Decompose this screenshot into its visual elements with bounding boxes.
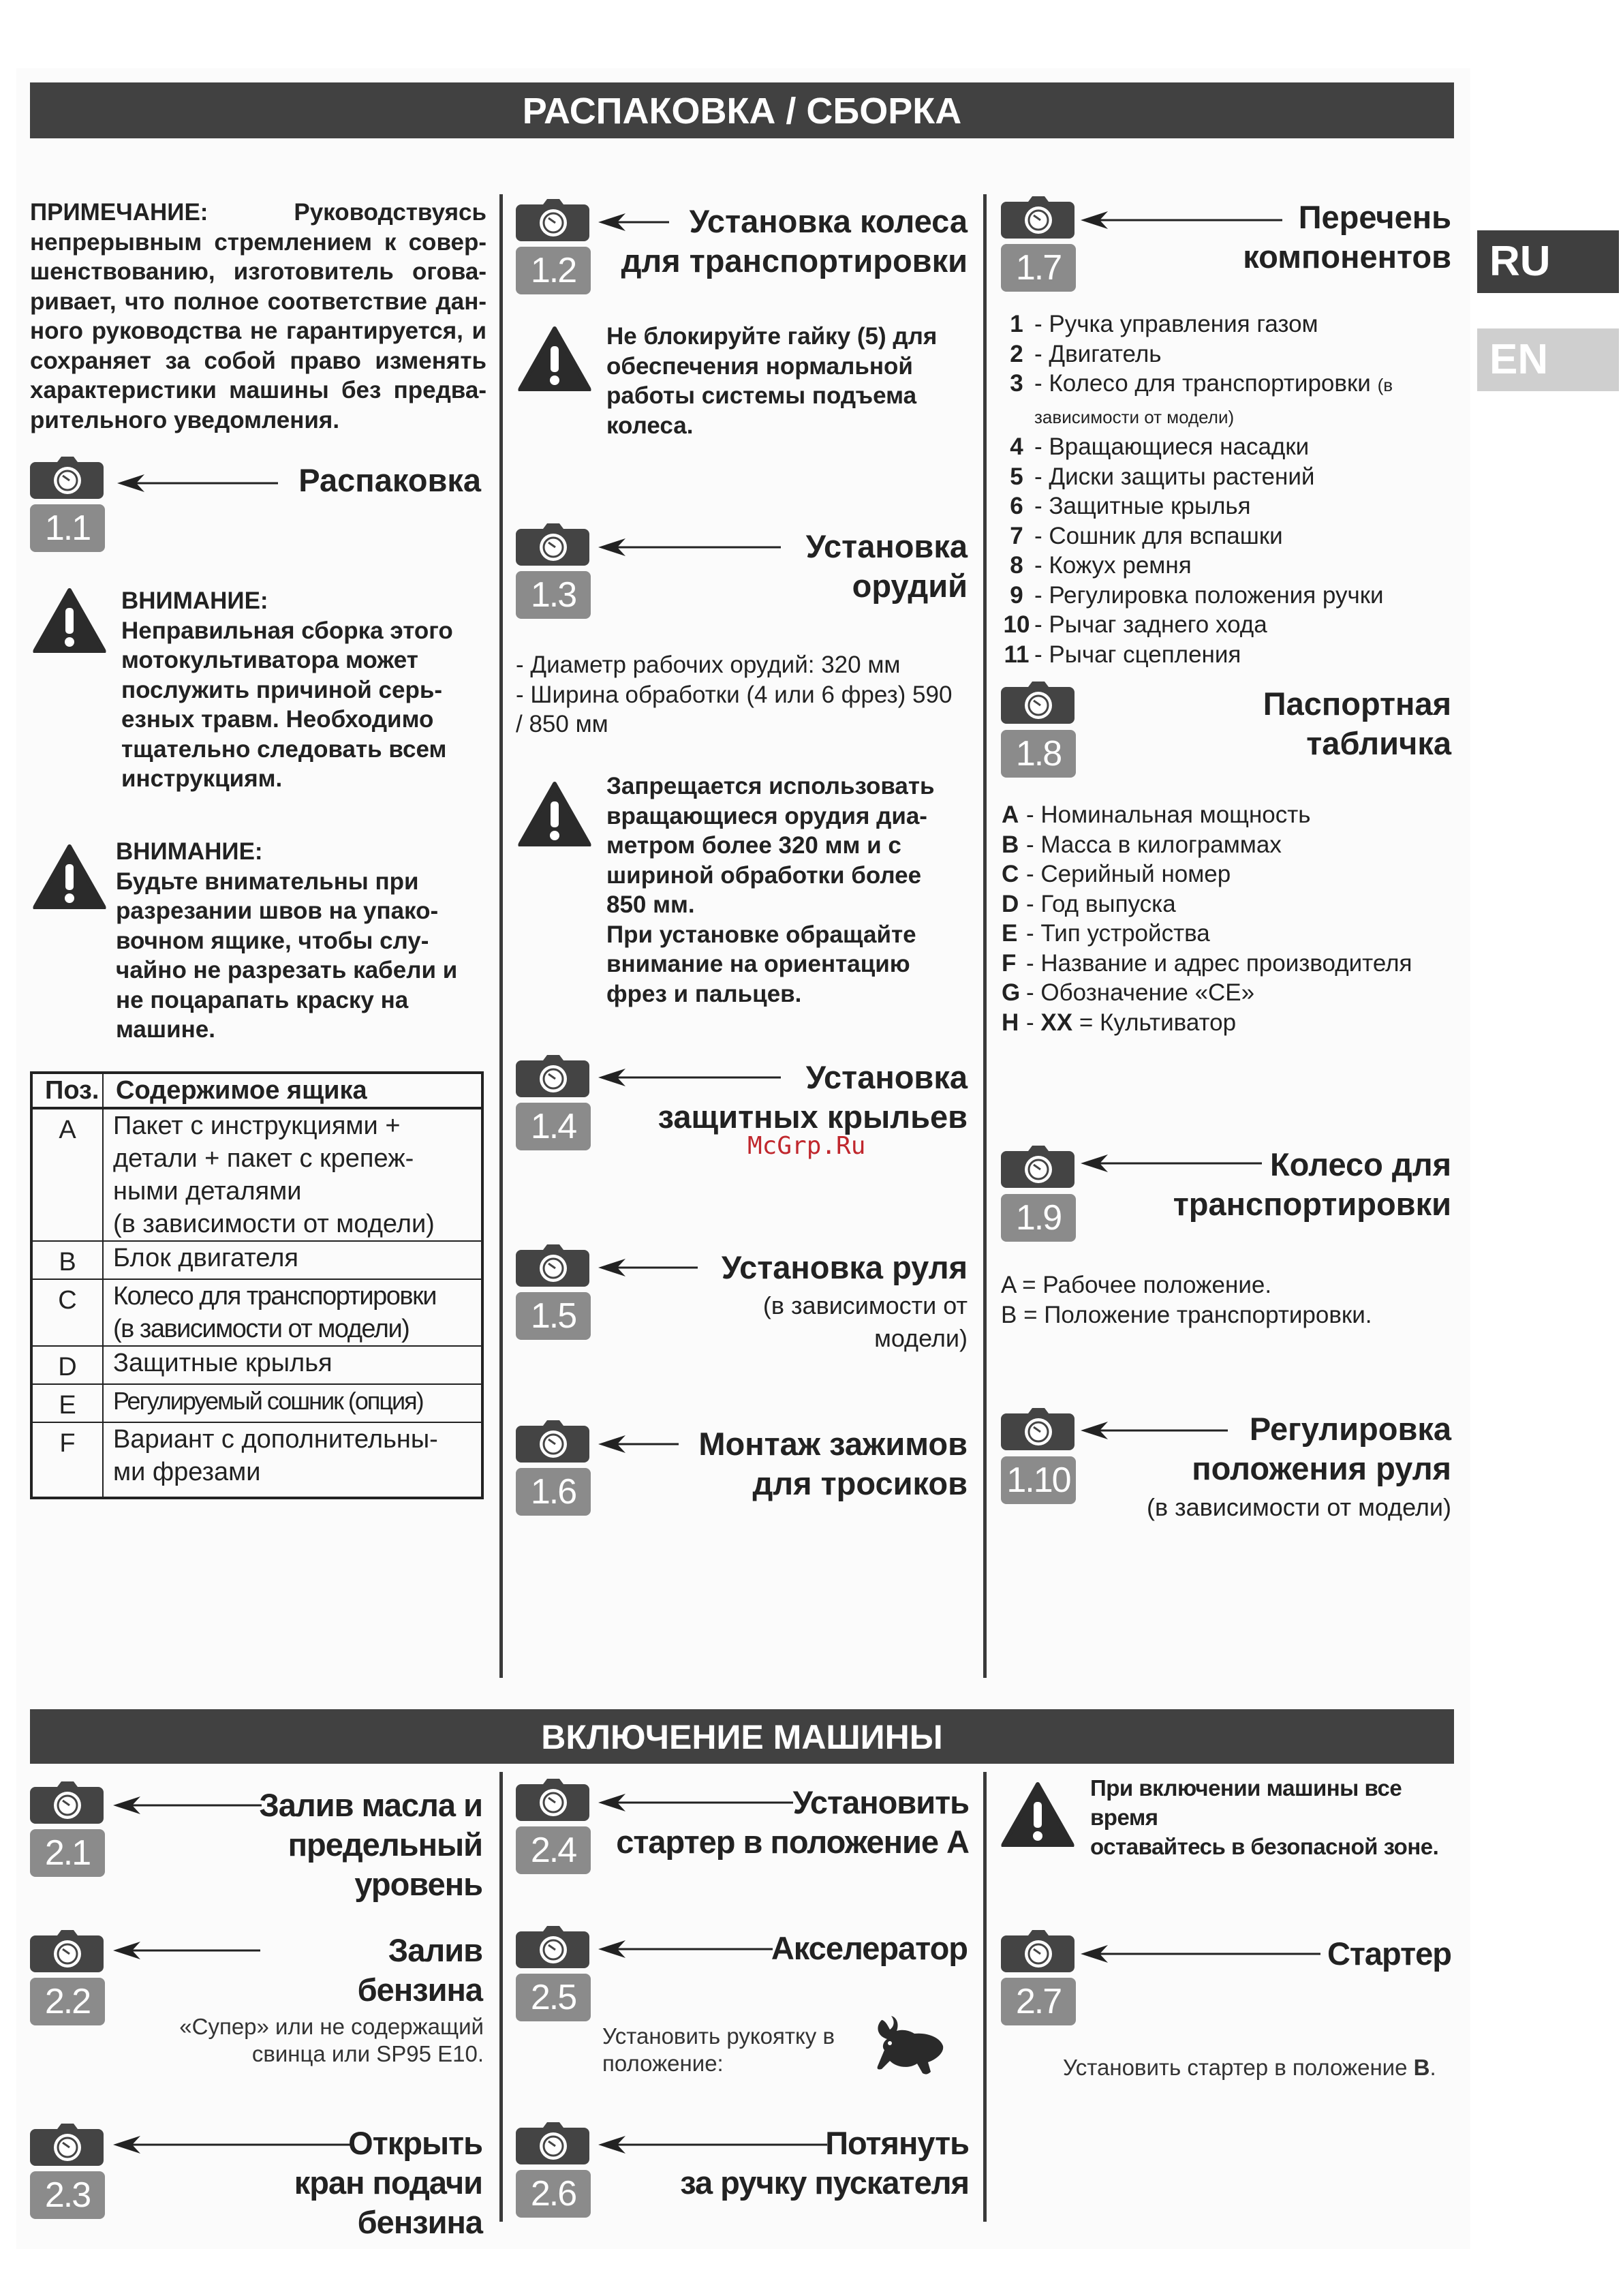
heading-line: компонентов — [1243, 239, 1451, 275]
list-text: - Масса в килограммах — [1026, 831, 1282, 858]
heading-line: табличка — [1306, 725, 1451, 761]
column-divider — [499, 194, 503, 1678]
lang-en-label: EN — [1489, 336, 1549, 383]
components-list — [999, 309, 1462, 669]
list-item — [999, 1008, 1462, 1038]
arrow-left-icon — [597, 1434, 680, 1454]
warning-icon — [518, 326, 591, 391]
heading-fuel: Залив бензина — [357, 1932, 482, 2008]
note-text: . — [1429, 2055, 1436, 2080]
note-line: A = Рабочее положение. — [1001, 1272, 1272, 1298]
table-row — [31, 1422, 482, 1498]
heading-line: кран подачи бензина — [294, 2164, 482, 2240]
camera-icon — [1001, 1146, 1076, 1188]
list-number: 11 — [1004, 641, 1030, 668]
list-text-wrap — [1026, 1008, 1462, 1038]
heading-throttle: Акселератор — [771, 1930, 968, 1966]
list-text: - Вращающиеся насадки — [1034, 433, 1310, 460]
box-contents-table — [30, 1071, 484, 1499]
list-text: - — [1026, 1009, 1034, 1036]
warning-line: обеспечения нормальной — [606, 352, 913, 380]
heading-line: Паспортная — [1263, 686, 1451, 722]
table-cell-content — [103, 1384, 482, 1422]
table-cell-pos: F — [31, 1422, 103, 1498]
camera-icon — [30, 1781, 105, 1824]
section-title-bar — [30, 82, 1454, 138]
list-number: 3 — [1010, 370, 1023, 397]
note-line: положение: — [602, 2051, 724, 2076]
heading-unpacking: Распаковка — [298, 462, 481, 498]
list-text: - Обозначение «CE» — [1026, 979, 1255, 1006]
heading-handlebar-adjust — [1158, 1409, 1451, 1488]
heading-line: Монтаж зажимов — [698, 1426, 968, 1462]
camera-icon — [516, 1926, 591, 1968]
warning-line: машине. — [116, 1016, 215, 1043]
warning-line: колеса. — [606, 412, 694, 439]
figure-badge: 2.4 — [516, 1826, 591, 1874]
warning-line: послужить причиной серь- — [121, 676, 443, 703]
note-line: (в зависимости от — [762, 1291, 968, 1319]
camera-icon — [516, 1420, 591, 1463]
list-small-note: (в — [1377, 375, 1393, 395]
warning-text-packaging — [116, 837, 491, 1045]
list-item — [999, 551, 1462, 581]
list-item — [999, 491, 1462, 521]
camera-icon — [516, 523, 591, 566]
list-key: B — [1002, 831, 1019, 858]
table-cell-line: детали + пакет с крепеж- — [113, 1144, 414, 1173]
figure-badge: 1.10 — [1001, 1456, 1076, 1504]
table-cell-pos: B — [31, 1241, 103, 1279]
note-line: свинца или SP95 E10. — [251, 2041, 484, 2066]
camera-icon — [1001, 1930, 1076, 1972]
list-text: - Защитные крылья — [1034, 493, 1251, 519]
figure-badge: 2.3 — [30, 2171, 105, 2219]
warning-line: внимание на ориентацию — [606, 951, 910, 977]
heading-line: для транспортировки — [621, 243, 968, 279]
list-key: C — [1002, 861, 1019, 887]
heading-line: Регулировка — [1249, 1411, 1451, 1447]
table-cell-content — [103, 1346, 482, 1384]
warning-line: фрез и пальцев. — [606, 980, 802, 1007]
heading-line: Потянуть — [825, 2125, 969, 2161]
warning-line: разрезании швов на упако- — [116, 898, 439, 924]
arrow-left-icon — [112, 1940, 262, 1961]
heading-starter-a — [613, 1783, 969, 1862]
list-item — [999, 800, 1462, 830]
list-text: - Регулировка положения ручки — [1034, 581, 1384, 609]
table-cell-line: ными деталями — [113, 1177, 302, 1206]
handlebar-adjust-note: (в зависимости от модели) — [1147, 1493, 1451, 1521]
warning-icon — [1001, 1781, 1075, 1847]
list-text: - Год выпуска — [1026, 890, 1176, 917]
warning-title: ВНИМАНИЕ: — [121, 587, 268, 614]
throttle-note — [602, 2023, 875, 2077]
list-bold: XX — [1040, 1009, 1073, 1036]
figure-badge: 2.2 — [30, 1978, 105, 2025]
camera-icon — [516, 199, 591, 241]
list-number: 8 — [1010, 552, 1023, 579]
lang-tab-en[interactable] — [1477, 328, 1619, 391]
note-line: B = Положение транспортировки. — [1001, 1301, 1372, 1328]
warning-text-nut — [606, 322, 974, 440]
heading-nameplate — [1186, 684, 1451, 763]
warning-line: чайно не разрезать кабели и — [116, 957, 458, 983]
heading-line: защитных крыльев — [658, 1099, 968, 1135]
note-paragraph — [30, 198, 486, 435]
warning-line: езных травм. Необходимо — [121, 706, 434, 733]
note-line: ПРИМЕЧАНИЕ: Руководствуясь — [30, 199, 486, 226]
spec-line: - Диаметр рабочих орудий: 320 мм — [516, 652, 901, 678]
arrow-left-icon — [597, 537, 782, 557]
lang-ru-label: RU — [1489, 238, 1551, 285]
camera-icon — [1001, 196, 1076, 239]
list-text: = Культиватор — [1079, 1009, 1237, 1036]
note-text: Установить стартер в положение — [1063, 2055, 1408, 2080]
column-divider — [499, 1772, 503, 2222]
figure-badge: 2.1 — [30, 1829, 105, 1877]
warning-line: Запрещается использовать — [606, 773, 935, 799]
note-line: ривает, что полное соответствие дан- — [30, 288, 486, 315]
list-text: - Название и адрес производителя — [1026, 949, 1412, 977]
warning-line: не поцарапать краску на — [116, 986, 409, 1013]
note-line: шенствованию, изготовитель огова- — [30, 258, 486, 285]
list-item — [999, 949, 1462, 979]
note-line: ного руководства не гарантируется, и — [30, 318, 486, 344]
figure-badge: 1.6 — [516, 1468, 591, 1516]
warning-line: Будьте внимательны при — [116, 868, 419, 895]
figure-badge: 1.1 — [30, 504, 105, 552]
figure-badge: 1.4 — [516, 1103, 591, 1150]
figure-badge: 2.5 — [516, 1974, 591, 2021]
table-cell-pos: D — [31, 1346, 103, 1384]
arrow-left-icon — [597, 1939, 774, 1959]
camera-icon — [516, 1055, 591, 1097]
table-cell-line: Колесо для транспортировки — [113, 1282, 436, 1311]
table-cell-content — [103, 1422, 482, 1498]
table-cell-line: Вариант с дополнительны- — [113, 1425, 438, 1454]
note-line: модели) — [874, 1324, 968, 1352]
list-text: - Кожух ремня — [1034, 552, 1192, 579]
list-item — [999, 521, 1462, 551]
list-text: - Сошник для вспашки — [1034, 522, 1283, 549]
figure-badge: 1.8 — [1001, 730, 1076, 778]
arrow-left-icon — [597, 1257, 699, 1278]
heading-line: Установить — [792, 1784, 969, 1820]
list-number: 2 — [1010, 340, 1023, 367]
table-cell-line: Пакет с инструкциями + — [113, 1112, 401, 1140]
list-item — [999, 462, 1462, 492]
list-key: E — [1002, 920, 1018, 947]
table-cell-line: Блок двигателя — [113, 1244, 298, 1272]
camera-icon — [1001, 1408, 1076, 1450]
warning-line: тщательно следовать всем — [121, 735, 447, 763]
heading-cable-clamps — [675, 1424, 968, 1503]
warning-icon — [33, 587, 106, 653]
heading-line: Перечень — [1298, 199, 1451, 235]
table-row — [31, 1346, 482, 1384]
note-line: Установить рукоятку в — [602, 2023, 835, 2049]
heading-line: Установка — [805, 528, 968, 564]
camera-icon — [30, 1930, 105, 1972]
table-cell-pos: E — [31, 1384, 103, 1422]
table-row — [31, 1279, 482, 1346]
heading-fenders — [627, 1058, 968, 1137]
warning-title: ВНИМАНИЕ: — [116, 838, 263, 865]
list-number: 10 — [1003, 611, 1030, 638]
heading-line: Установка — [805, 1059, 968, 1095]
camera-icon — [1001, 682, 1076, 724]
list-text: - Серийный номер — [1026, 861, 1231, 887]
warning-line: оставайтесь в безопасной зоне. — [1090, 1834, 1439, 1859]
heading-line: предельный — [288, 1826, 482, 1863]
list-item — [999, 309, 1462, 339]
table-row — [31, 1108, 482, 1241]
spec-line: / 850 мм — [516, 711, 608, 737]
list-text: - Рычаг сцепления — [1034, 641, 1241, 668]
list-text: - Колесо для транспортировки — [1034, 370, 1371, 397]
note-line: непрерывным стремлением к совер- — [30, 228, 486, 256]
watermark: McGrp.Ru — [747, 1132, 866, 1160]
list-item — [999, 339, 1462, 369]
heading-pull-starter — [675, 2124, 969, 2203]
section-title: РАСПАКОВКА / СБОРКА — [522, 91, 962, 132]
list-key: G — [1002, 979, 1021, 1006]
note-line: «Супер» или не содержащий — [179, 2014, 484, 2039]
table-header-content: Содержимое ящика — [103, 1073, 482, 1108]
list-item — [999, 919, 1462, 949]
camera-icon — [516, 1244, 591, 1287]
column-divider — [983, 1772, 987, 2222]
list-number: 5 — [1010, 463, 1023, 490]
tool-specs — [516, 650, 979, 739]
heading-line: для тросиков — [752, 1465, 968, 1501]
list-text: - Номинальная мощность — [1026, 801, 1311, 828]
list-text: - Ручка управления газом — [1034, 311, 1318, 337]
warning-icon — [33, 844, 106, 909]
heading-line: Колесо для — [1269, 1146, 1451, 1182]
heading-starter: Стартер — [1327, 1935, 1451, 1972]
lang-tab-ru[interactable] — [1477, 230, 1619, 293]
table-cell-line: (в зависимости от модели) — [113, 1315, 409, 1343]
arrow-left-icon — [1079, 1944, 1322, 1964]
heading-line: Залив масла и — [259, 1787, 482, 1823]
table-cell-pos: C — [31, 1279, 103, 1346]
heading-line: стартер в положение A — [616, 1824, 969, 1860]
list-key: F — [1002, 949, 1017, 977]
list-text: - Двигатель — [1034, 340, 1162, 367]
table-row — [31, 1384, 482, 1422]
list-item — [999, 432, 1462, 462]
note-line: характеристики машины без предва- — [30, 377, 486, 403]
warning-line: вращающиеся орудия диа- — [606, 802, 927, 829]
warning-line: Неправильная сборка этого — [121, 617, 453, 644]
figure-badge: 1.9 — [1001, 1194, 1076, 1242]
list-item — [999, 889, 1462, 919]
list-key: A — [1002, 801, 1019, 828]
list-number: 6 — [1010, 493, 1023, 519]
figure-badge: 1.5 — [516, 1292, 591, 1340]
list-number: 4 — [1010, 433, 1023, 460]
heading-line: Открыть — [348, 2125, 482, 2161]
list-number: 1 — [1010, 311, 1023, 337]
fuel-note — [157, 2013, 484, 2068]
heading-tools — [784, 527, 968, 606]
table-row — [31, 1241, 482, 1279]
heading-line: орудий — [852, 568, 968, 604]
figure-badge: 1.2 — [516, 247, 591, 294]
heading-fuel-tap — [170, 2124, 482, 2242]
rabbit-icon — [869, 2012, 951, 2080]
list-number: 9 — [1010, 581, 1023, 609]
warning-line: Не блокируйте гайку (5) для — [606, 323, 938, 350]
heading-line: положения руля — [1192, 1450, 1451, 1486]
note-bold: B — [1413, 2055, 1430, 2080]
heading-components — [1220, 198, 1451, 277]
list-item — [999, 369, 1462, 432]
warning-icon — [518, 781, 591, 846]
warning-line: При включении машины все время — [1090, 1775, 1402, 1830]
heading-line: транспортировки — [1173, 1186, 1451, 1222]
nameplate-list — [999, 800, 1462, 1037]
warning-line: метром более 320 мм и с — [606, 832, 901, 859]
warning-line: шириной обработки более — [606, 861, 922, 889]
camera-icon — [30, 457, 105, 499]
table-cell-line: (в зависимости от модели) — [113, 1210, 435, 1238]
column-divider — [983, 194, 987, 1678]
list-key: H — [1002, 1009, 1019, 1036]
heading-transport-wheel-position — [1158, 1145, 1451, 1224]
warning-line: работы системы подъема — [606, 382, 917, 409]
camera-icon — [516, 1779, 591, 1821]
heading-transport-wheel — [600, 202, 968, 281]
warning-line: вочном ящике, чтобы слу- — [116, 927, 429, 954]
handlebar-note — [681, 1289, 968, 1355]
warning-line: При установке обращайте — [606, 921, 916, 948]
list-item — [999, 640, 1462, 670]
note-line: сохраняет за собой право изменять — [30, 347, 486, 374]
warning-text-assembly — [121, 586, 489, 794]
table-cell-line: ми фрезами — [113, 1458, 261, 1486]
table-header-pos: Поз. — [31, 1073, 103, 1108]
arrow-left-icon — [116, 473, 279, 493]
heading-handlebar: Установка руля — [721, 1249, 968, 1285]
section-title-bar-start — [30, 1709, 1454, 1764]
figure-badge: 2.6 — [516, 2170, 591, 2218]
camera-icon — [516, 2122, 591, 2164]
list-key: D — [1002, 890, 1019, 917]
starter-note — [1049, 2054, 1444, 2081]
list-text: - Рычаг заднего хода — [1034, 611, 1267, 638]
table-cell-content — [103, 1279, 482, 1346]
warning-line: инструкциям. — [121, 765, 283, 792]
figure-badge: 2.7 — [1001, 1978, 1076, 2025]
spec-line: - Ширина обработки (4 или 6 фрез) 590 — [516, 681, 953, 708]
list-text-wrap — [1034, 369, 1462, 432]
list-item — [999, 610, 1462, 640]
list-small-note: зависимости от модели) — [1034, 406, 1235, 427]
warning-text-safe-zone — [1090, 1773, 1472, 1861]
wheel-position-notes — [1001, 1270, 1464, 1330]
table-cell-line: Защитные крылья — [113, 1349, 333, 1377]
list-number: 7 — [1010, 522, 1023, 549]
table-cell-content — [103, 1241, 482, 1279]
list-item — [999, 978, 1462, 1008]
warning-line: мотокультиватора может — [121, 647, 418, 673]
list-item — [999, 581, 1462, 611]
list-text: - Тип устройства — [1026, 920, 1210, 947]
table-header-row — [31, 1073, 482, 1108]
heading-oil — [225, 1786, 482, 1904]
figure-badge: 1.7 — [1001, 244, 1076, 292]
heading-line: за ручку пускателя — [680, 2164, 969, 2201]
section-title-start: ВКЛЮЧЕНИЕ МАШИНЫ — [541, 1718, 943, 1756]
list-item — [999, 859, 1462, 889]
heading-line: уровень — [354, 1866, 482, 1902]
table-cell-line: Регулируемый сошник (опция) — [113, 1387, 423, 1415]
list-item — [999, 830, 1462, 860]
camera-icon — [30, 2124, 105, 2166]
list-text: - Диски защиты растений — [1034, 463, 1315, 490]
note-line: рительного уведомления. — [30, 406, 340, 433]
warning-text-tools — [606, 771, 974, 1009]
table-cell-content — [103, 1108, 482, 1241]
warning-line: 850 мм. — [606, 891, 695, 918]
heading-line: Установка колеса — [689, 203, 968, 239]
table-cell-pos: A — [31, 1108, 103, 1241]
figure-badge: 1.3 — [516, 571, 591, 619]
